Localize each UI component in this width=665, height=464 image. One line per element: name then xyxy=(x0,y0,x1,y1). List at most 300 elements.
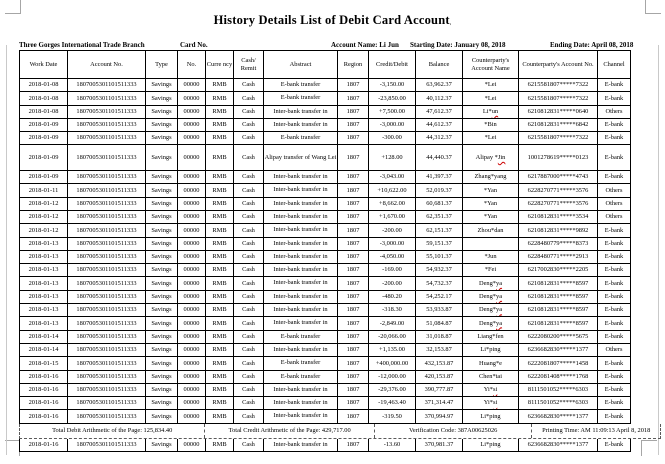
table-row xyxy=(20,197,631,210)
cell-type: Savings xyxy=(146,210,178,223)
column-header: Region xyxy=(338,51,369,79)
cell-work-date: 2018-01-16 xyxy=(20,397,68,410)
cell-channel: E-bank xyxy=(598,79,631,92)
cell-currency: RMB xyxy=(206,290,234,303)
cell-type: Savings xyxy=(146,439,178,452)
cell-work-date: 2018-01-08 xyxy=(20,105,68,118)
cell-cpty-account-name xyxy=(463,370,519,383)
cell-abstract: Inter-bank transfer in xyxy=(264,304,338,317)
cell-work-date: 2018-01-13 xyxy=(20,290,68,303)
cell-cpty-account-no: 1001278619*****0123 xyxy=(519,145,598,171)
cell-work-date: 2018-01-13 xyxy=(20,277,68,290)
cell-abstract: Alipay transfer of Wang Lei xyxy=(264,145,338,171)
cell-account-no: 1807005301101511333 xyxy=(68,237,146,250)
table-row xyxy=(20,290,631,303)
cell-work-date: 2018-01-13 xyxy=(20,264,68,277)
cpty-name-text: Li*ping xyxy=(480,441,501,449)
cell-type: Savings xyxy=(146,184,178,197)
cell-currency: RMB xyxy=(206,105,234,118)
cell-no: 00000 xyxy=(178,370,206,383)
cell-cpty-account-no: 6210812831*****8597 xyxy=(519,290,598,303)
cell-credit-debit: -3,150.00 xyxy=(369,79,416,92)
column-header: Account No. xyxy=(68,51,146,79)
table-row xyxy=(20,357,631,370)
cell-no: 00000 xyxy=(178,277,206,290)
cell-cpty-account-no: 6222081807*****1458 xyxy=(519,357,598,370)
cell-cpty-account-no: 6228480779*****8373 xyxy=(519,237,598,250)
cell-channel: E-bank xyxy=(598,330,631,343)
cell-cpty-account-name xyxy=(463,397,519,410)
cell-no: 00000 xyxy=(178,343,206,356)
cell-channel: E-bank xyxy=(598,224,631,237)
cell-type: Savings xyxy=(146,105,178,118)
cell-no: 00000 xyxy=(178,197,206,210)
cell-cash-remit: Cash xyxy=(234,343,264,356)
verification-code: Verification Code: 387A00625026 xyxy=(375,424,533,438)
cell-type: Savings xyxy=(146,171,178,184)
cell-balance: 370,994.97 xyxy=(416,410,463,423)
cell-credit-debit: -12,000.00 xyxy=(369,370,416,383)
cpty-name-text: *Fei xyxy=(484,266,497,274)
cell-currency: RMB xyxy=(206,184,234,197)
cpty-name-text: Li*ping xyxy=(480,412,501,420)
cell-no: 00000 xyxy=(178,397,206,410)
cell-balance: 60,681.37 xyxy=(416,197,463,210)
cell-cpty-account-no: 6215581807*****7322 xyxy=(519,79,598,92)
cell-currency: RMB xyxy=(206,250,234,263)
cell-work-date: 2018-01-09 xyxy=(20,132,68,145)
cell-account-no: 1807005301101511333 xyxy=(68,105,146,118)
column-header: Cash/ Remit xyxy=(234,51,264,79)
starting-date: Starting Date: January 08, 2018 xyxy=(410,41,506,49)
cell-balance: 53,933.87 xyxy=(416,304,463,317)
table-row xyxy=(20,304,631,317)
cell-balance: 54,252.17 xyxy=(416,290,463,303)
cell-no: 00000 xyxy=(178,317,206,330)
cell-no: 00000 xyxy=(178,210,206,223)
cell-work-date: 2018-01-16 xyxy=(20,439,68,452)
cell-cpty-account-no: 6210812831*****8597 xyxy=(519,304,598,317)
cell-cpty-account-name xyxy=(463,290,519,303)
cell-type: Savings xyxy=(146,357,178,370)
cell-cpty-account-no: 6210812831*****0640 xyxy=(519,105,598,118)
cell-abstract: Inter-bank transfer in xyxy=(264,290,338,303)
cell-channel: E-bank xyxy=(598,277,631,290)
cell-type: Savings xyxy=(146,264,178,277)
cell-currency: RMB xyxy=(206,92,234,105)
cell-abstract: Inter-bank transfer in xyxy=(264,197,338,210)
cpty-name-text: *Yan xyxy=(483,213,498,221)
cell-channel: E-bank xyxy=(598,439,631,452)
cell-work-date: 2018-01-12 xyxy=(20,224,68,237)
cell-balance: 44,312.37 xyxy=(416,132,463,145)
cpty-name-spellcheck-text: ya xyxy=(496,279,503,287)
cell-balance: 51,084.87 xyxy=(416,317,463,330)
table-row xyxy=(20,105,631,118)
cell-account-no: 1807005301101511333 xyxy=(68,317,146,330)
cell-region: 1807 xyxy=(338,277,369,290)
cell-abstract: Inter-bank transfer in xyxy=(264,184,338,197)
cell-no: 00000 xyxy=(178,264,206,277)
cell-cpty-account-no: 8111501052*****6303 xyxy=(519,383,598,396)
cell-cash-remit: Cash xyxy=(234,237,264,250)
crop-mark-top-left xyxy=(5,0,21,14)
cell-cpty-account-name xyxy=(463,317,519,330)
cpty-name-text: *Lei xyxy=(484,134,497,142)
cell-channel: Others xyxy=(598,184,631,197)
cell-currency: RMB xyxy=(206,210,234,223)
cell-account-no: 1807005301101511333 xyxy=(68,79,146,92)
cell-account-no: 1807005301101511333 xyxy=(68,410,146,423)
cell-currency: RMB xyxy=(206,343,234,356)
cpty-name-spellcheck-text: ya xyxy=(496,306,503,314)
cell-abstract: Inter-bank transfer in xyxy=(264,410,338,423)
cell-region: 1807 xyxy=(338,290,369,303)
cell-region: 1807 xyxy=(338,250,369,263)
cell-cpty-account-name xyxy=(463,210,519,223)
cell-no: 00000 xyxy=(178,383,206,396)
table-row xyxy=(20,92,631,105)
cell-balance: 54,932.37 xyxy=(416,264,463,277)
cell-account-no: 1807005301101511333 xyxy=(68,92,146,105)
cell-work-date: 2018-01-14 xyxy=(20,343,68,356)
cell-no: 00000 xyxy=(178,184,206,197)
cell-abstract: E-bank transfer xyxy=(264,370,338,383)
cell-cash-remit: Cash xyxy=(234,184,264,197)
cell-region: 1807 xyxy=(338,118,369,131)
column-header: Balance xyxy=(416,51,463,79)
cpty-name-text: Deng* xyxy=(478,293,496,301)
table-row xyxy=(20,184,631,197)
cell-channel: E-bank xyxy=(598,237,631,250)
cell-currency: RMB xyxy=(206,197,234,210)
cell-cpty-account-name xyxy=(463,410,519,423)
cell-no: 00000 xyxy=(178,439,206,452)
cell-account-no: 1807005301101511333 xyxy=(68,357,146,370)
cell-account-no: 1807005301101511333 xyxy=(68,197,146,210)
cell-no: 00000 xyxy=(178,410,206,423)
cell-region: 1807 xyxy=(338,264,369,277)
cell-balance: 420,153.87 xyxy=(416,370,463,383)
cell-currency: RMB xyxy=(206,370,234,383)
cell-account-no: 1807005301101511333 xyxy=(68,264,146,277)
branch-name: Three Gorges International Trade Branch xyxy=(19,41,145,49)
cpty-name-text: Deng* xyxy=(478,279,496,287)
cell-cpty-account-name xyxy=(463,330,519,343)
cell-abstract: E-bank transfer xyxy=(264,79,338,92)
table-row xyxy=(20,264,631,277)
table-row xyxy=(20,79,631,92)
cell-credit-debit: -20,066.00 xyxy=(369,330,416,343)
table-row xyxy=(20,317,631,330)
cell-abstract: E-bank transfer xyxy=(264,92,338,105)
cell-credit-debit: -29,376.00 xyxy=(369,383,416,396)
cell-account-no: 1807005301101511333 xyxy=(68,184,146,197)
cell-abstract: Inter-bank transfer in xyxy=(264,439,338,452)
cell-cpty-account-no: 6210812831*****8597 xyxy=(519,317,598,330)
final-table-body xyxy=(20,439,631,452)
cell-work-date: 2018-01-13 xyxy=(20,237,68,250)
cell-cash-remit: Cash xyxy=(234,330,264,343)
cell-no: 00000 xyxy=(178,237,206,250)
cell-cpty-account-name xyxy=(463,383,519,396)
cell-cash-remit: Cash xyxy=(234,197,264,210)
cpty-name-text: *Lei xyxy=(484,94,497,102)
cpty-name-text: *Yan xyxy=(483,199,498,207)
cell-region: 1807 xyxy=(338,357,369,370)
cpty-name-text: Yi* xyxy=(483,386,493,394)
cell-channel: Others xyxy=(598,343,631,356)
cell-currency: RMB xyxy=(206,118,234,131)
cpty-name-spellcheck-text: Jin xyxy=(497,153,506,161)
cell-credit-debit: +8,662.00 xyxy=(369,197,416,210)
cell-type: Savings xyxy=(146,92,178,105)
cpty-name-text: Huang*e xyxy=(478,359,503,367)
cell-credit-debit: -480.20 xyxy=(369,290,416,303)
cell-credit-debit: -3,043.00 xyxy=(369,171,416,184)
cell-cpty-account-no: 8111501052*****6303 xyxy=(519,397,598,410)
cell-cash-remit: Cash xyxy=(234,145,264,171)
cpty-name-text: Li* xyxy=(482,107,492,115)
cell-type: Savings xyxy=(146,79,178,92)
cell-balance: 59,151.37 xyxy=(416,237,463,250)
cell-no: 00000 xyxy=(178,224,206,237)
account-name: Account Name: Li Jun xyxy=(331,41,399,49)
cell-account-no: 1807005301101511333 xyxy=(68,383,146,396)
cell-cpty-account-name xyxy=(463,79,519,92)
cell-cash-remit: Cash xyxy=(234,290,264,303)
cell-work-date: 2018-01-13 xyxy=(20,250,68,263)
account-info-line xyxy=(0,41,665,50)
table-row xyxy=(20,277,631,290)
cell-region: 1807 xyxy=(338,171,369,184)
cell-currency: RMB xyxy=(206,357,234,370)
cell-credit-debit: -319.50 xyxy=(369,410,416,423)
cpty-name-text: Deng* xyxy=(478,306,496,314)
cell-cpty-account-no: 6215581807*****7322 xyxy=(519,132,598,145)
cell-cpty-account-no: 6222080200*****5675 xyxy=(519,330,598,343)
cell-work-date: 2018-01-12 xyxy=(20,210,68,223)
cell-credit-debit: +128.00 xyxy=(369,145,416,171)
cell-cash-remit: Cash xyxy=(234,410,264,423)
cell-credit-debit: +1,135.00 xyxy=(369,343,416,356)
cell-credit-debit: -169.00 xyxy=(369,264,416,277)
cell-type: Savings xyxy=(146,370,178,383)
cell-no: 00000 xyxy=(178,250,206,263)
cell-credit-debit: -3,000.00 xyxy=(369,118,416,131)
cell-credit-debit: +400,000.00 xyxy=(369,357,416,370)
cell-no: 00000 xyxy=(178,330,206,343)
cpty-name-text: *Yan xyxy=(483,186,498,194)
cell-region: 1807 xyxy=(338,132,369,145)
carryover-row-table xyxy=(19,439,631,452)
cell-type: Savings xyxy=(146,197,178,210)
cell-work-date: 2018-01-09 xyxy=(20,118,68,131)
table-row xyxy=(20,410,631,423)
cell-abstract: E-bank transfer xyxy=(264,357,338,370)
cell-cash-remit: Cash xyxy=(234,250,264,263)
cell-channel: E-bank xyxy=(598,264,631,277)
cell-balance: 63,962.37 xyxy=(416,79,463,92)
page-title xyxy=(0,13,665,28)
cell-region: 1807 xyxy=(338,410,369,423)
cell-type: Savings xyxy=(146,343,178,356)
cell-account-no: 1807005301101511333 xyxy=(68,330,146,343)
cell-account-no: 1807005301101511333 xyxy=(68,370,146,383)
cell-currency: RMB xyxy=(206,330,234,343)
paragraph-mark: , xyxy=(449,20,452,26)
cell-cash-remit: Cash xyxy=(234,397,264,410)
cell-currency: RMB xyxy=(206,397,234,410)
cell-no: 00000 xyxy=(178,290,206,303)
cell-cpty-account-no: 6217002830*****2205 xyxy=(519,264,598,277)
cell-abstract: Inter-bank transfer in xyxy=(264,277,338,290)
table-row xyxy=(20,250,631,263)
cell-cpty-account-name xyxy=(463,132,519,145)
cell-credit-debit: +1,670.00 xyxy=(369,210,416,223)
cell-type: Savings xyxy=(146,290,178,303)
cell-channel: E-bank xyxy=(598,304,631,317)
cell-cpty-account-name xyxy=(463,184,519,197)
cell-account-no: 1807005301101511333 xyxy=(68,290,146,303)
cell-type: Savings xyxy=(146,330,178,343)
cell-region: 1807 xyxy=(338,92,369,105)
cell-abstract: Inter-bank transfer in xyxy=(264,250,338,263)
cell-type: Savings xyxy=(146,317,178,330)
column-header: Credit/Debit xyxy=(369,51,416,79)
cell-abstract: Inter-bank transfer in xyxy=(264,317,338,330)
cell-credit-debit: -13.60 xyxy=(369,439,416,452)
cell-account-no: 1807005301101511333 xyxy=(68,343,146,356)
cell-cpty-account-name xyxy=(463,250,519,263)
cell-currency: RMB xyxy=(206,410,234,423)
table-row xyxy=(20,132,631,145)
cell-type: Savings xyxy=(146,132,178,145)
cpty-name-text: *Lei xyxy=(484,81,497,89)
cell-type: Savings xyxy=(146,250,178,263)
cell-region: 1807 xyxy=(338,210,369,223)
cell-channel: E-bank xyxy=(598,317,631,330)
cell-cpty-account-name xyxy=(463,105,519,118)
cell-region: 1807 xyxy=(338,79,369,92)
cpty-name-text: *Bin xyxy=(484,121,497,129)
cell-account-no: 1807005301101511333 xyxy=(68,210,146,223)
page-totals-row xyxy=(19,424,661,439)
cell-cpty-account-name xyxy=(463,118,519,131)
cell-balance: 371,314.47 xyxy=(416,397,463,410)
column-header: Channel xyxy=(598,51,631,79)
column-header: Abstract xyxy=(264,51,338,79)
cell-credit-debit: -300.00 xyxy=(369,132,416,145)
page-title-text: History Details List of Debit Card Account xyxy=(213,13,450,27)
cell-currency: RMB xyxy=(206,224,234,237)
cell-no: 00000 xyxy=(178,105,206,118)
ending-date: Ending Date: April 08, 2018 xyxy=(550,41,634,49)
cell-balance: 54,732.37 xyxy=(416,277,463,290)
cell-cpty-account-name xyxy=(463,145,519,171)
cell-cpty-account-name xyxy=(463,439,519,452)
cell-channel: E-bank xyxy=(598,410,631,423)
cell-cpty-account-name xyxy=(463,343,519,356)
cell-type: Savings xyxy=(146,224,178,237)
text-boundary-left xyxy=(6,45,7,455)
cell-abstract: Inter-bank transfer in xyxy=(264,343,338,356)
cell-abstract: Inter-bank transfer in xyxy=(264,171,338,184)
cell-credit-debit: +7,500.00 xyxy=(369,105,416,118)
cell-cash-remit: Cash xyxy=(234,210,264,223)
cell-cash-remit: Cash xyxy=(234,224,264,237)
cell-cash-remit: Cash xyxy=(234,105,264,118)
cpty-name-text: Alipay * xyxy=(475,153,498,161)
cell-cpty-account-name xyxy=(463,357,519,370)
cell-region: 1807 xyxy=(338,317,369,330)
table-header xyxy=(20,51,631,79)
cell-account-no: 1807005301101511333 xyxy=(68,304,146,317)
cell-cpty-account-name xyxy=(463,304,519,317)
cell-region: 1807 xyxy=(338,439,369,452)
cell-region: 1807 xyxy=(338,145,369,171)
cpty-name-spellcheck-text: ya xyxy=(496,319,503,327)
table-row xyxy=(20,171,631,184)
crop-mark-bottom-left xyxy=(5,440,20,456)
table-row xyxy=(20,118,631,131)
cell-balance: 62,351.37 xyxy=(416,210,463,223)
cpty-name-text: Yi* xyxy=(483,399,493,407)
cell-region: 1807 xyxy=(338,224,369,237)
cell-region: 1807 xyxy=(338,343,369,356)
cell-channel: Others xyxy=(598,105,631,118)
cpty-name-text: Liang*fen xyxy=(477,332,504,340)
cpty-name-spellcheck-text: si xyxy=(492,399,498,407)
cell-abstract: Inter-bank transfer in xyxy=(264,224,338,237)
total-debit: Total Debit Arithmetic of the Page: 125,834.40 xyxy=(20,424,205,438)
cell-abstract: Inter-bank transfer in xyxy=(264,383,338,396)
cell-cpty-account-no: 6217887000*****4743 xyxy=(519,171,598,184)
cpty-name-spellcheck-text: ya xyxy=(496,293,503,301)
cell-balance: 55,101.37 xyxy=(416,250,463,263)
cell-work-date: 2018-01-08 xyxy=(20,92,68,105)
cell-cash-remit: Cash xyxy=(234,357,264,370)
cell-cash-remit: Cash xyxy=(234,277,264,290)
cell-channel: Others xyxy=(598,197,631,210)
table-body xyxy=(20,79,631,424)
cell-balance: 31,018.87 xyxy=(416,330,463,343)
cell-currency: RMB xyxy=(206,132,234,145)
cell-account-no: 1807005301101511333 xyxy=(68,397,146,410)
cell-cpty-account-name xyxy=(463,224,519,237)
cell-balance: 62,151.37 xyxy=(416,224,463,237)
cell-cash-remit: Cash xyxy=(234,264,264,277)
column-header: Counterparty's Account Name xyxy=(463,51,519,79)
cell-no: 00000 xyxy=(178,132,206,145)
cell-type: Savings xyxy=(146,304,178,317)
column-header: Curre ncy xyxy=(206,51,234,79)
cell-work-date: 2018-01-16 xyxy=(20,383,68,396)
cell-balance: 390,777.87 xyxy=(416,383,463,396)
cell-balance: 44,612.37 xyxy=(416,118,463,131)
cell-work-date: 2018-01-13 xyxy=(20,317,68,330)
cell-cash-remit: Cash xyxy=(234,171,264,184)
cell-account-no: 1807005301101511333 xyxy=(68,439,146,452)
cell-currency: RMB xyxy=(206,79,234,92)
cell-cpty-account-name xyxy=(463,264,519,277)
cell-cpty-account-name xyxy=(463,171,519,184)
cell-cash-remit: Cash xyxy=(234,370,264,383)
cell-no: 00000 xyxy=(178,171,206,184)
column-header: Counterparty's Account No. xyxy=(519,51,598,79)
column-header: No. xyxy=(178,51,206,79)
cell-channel: E-bank xyxy=(598,250,631,263)
